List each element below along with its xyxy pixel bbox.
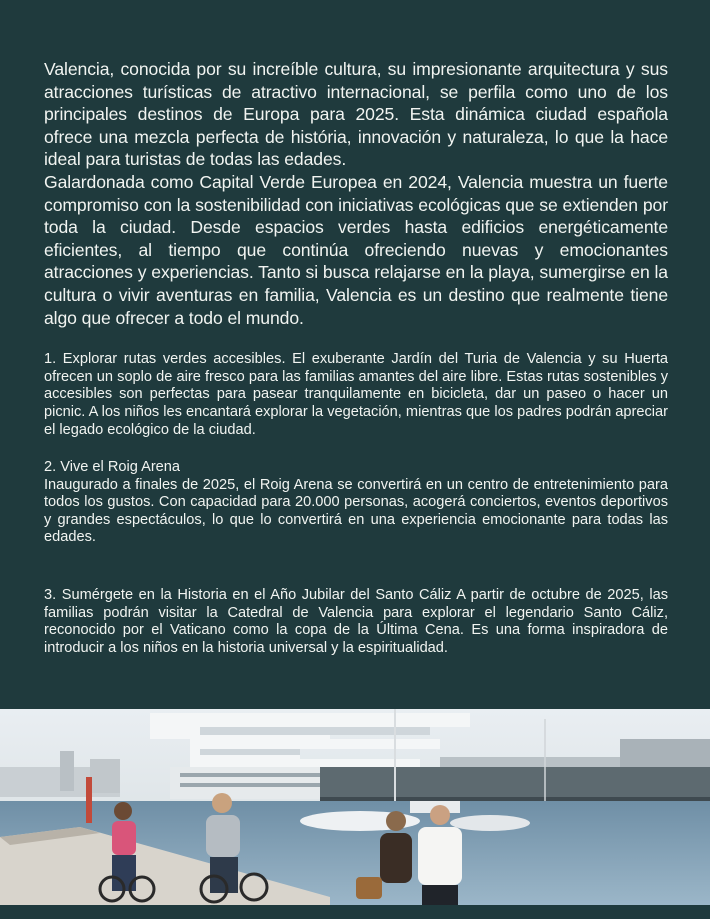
article-body [44,58,668,677]
intro-paragraph-1: Valencia, conocida por su increíble cultura, su impresionante arquitectura y sus atracciones turísticas de atractivo internacional, se perfila como uno de los principales destinos de Europa para 2025. Esta dinámica ciudad española ofrece una mezcla perfecta de história, innovación y naturaleza, lo que la hace ideal para turistas de todas las edades. [44,59,668,170]
tip-3-body: 3. Sumérgete en la Historia en el Año Jubilar del Santo Cáliz A partir de octubre de 2025, las familias podrán visitar la Catedral de Valencia para explorar el legendario Santo Cáliz, reconocido por el Vaticano como la copa de la Última Cena. Es una forma inspiradora de introducir a los niños en la historia universal y la espiritualidad. [44,587,668,656]
tips-list [44,351,668,657]
bottom-border [0,905,710,919]
tip-1 [44,351,668,439]
tip-2 [44,459,668,547]
marina-photo-illustration [0,709,710,905]
intro [44,58,668,329]
intro-paragraph-2: Galardonada como Capital Verde Europea en 2024, Valencia muestra un fuerte compromiso con la sostenibilidad con iniciativas ecológicas que se extienden por toda la ciudad. Desde espacios verdes hasta edificios energéticamente eficientes, al tiempo que continúa ofreciendo nuevas y emocionantes atracciones y experiencias. Tanto si busca relajarse en la playa, sumergirse en la cultura o vivir aventuras en familia, Valencia es un destino que realmente tiene algo que ofrecer a todo el mundo. [44,171,668,328]
tip-3 [44,587,668,657]
tip-1-body: 1. Explorar rutas verdes accesibles. El exuberante Jardín del Turia de Valencia y su Huerta ofrecen un soplo de aire fresco para las familias amantes del aire libre. Estas rutas sostenibles y accesibles son perfectas para pasear tranquilamente en bicicleta, dar un paseo o hacer un picnic. A los niños les encantará explorar la vegetación, mientras que los padres podrán apreciar el legado ecológico de la ciudad. [44,351,668,438]
tip-2-heading: 2. Vive el Roig Arena [44,459,181,476]
tip-2-body: Inaugurado a finales de 2025, el Roig Arena se convertirá en un centro de entretenimiento para todos los gustos. Con capacidad para 20.000 personas, acogerá conciertos, eventos deportivos y grandes espectáculos, lo que lo convertirá en una experiencia emocionante para todas las edades. [44,476,668,546]
marina-photo [0,709,710,905]
